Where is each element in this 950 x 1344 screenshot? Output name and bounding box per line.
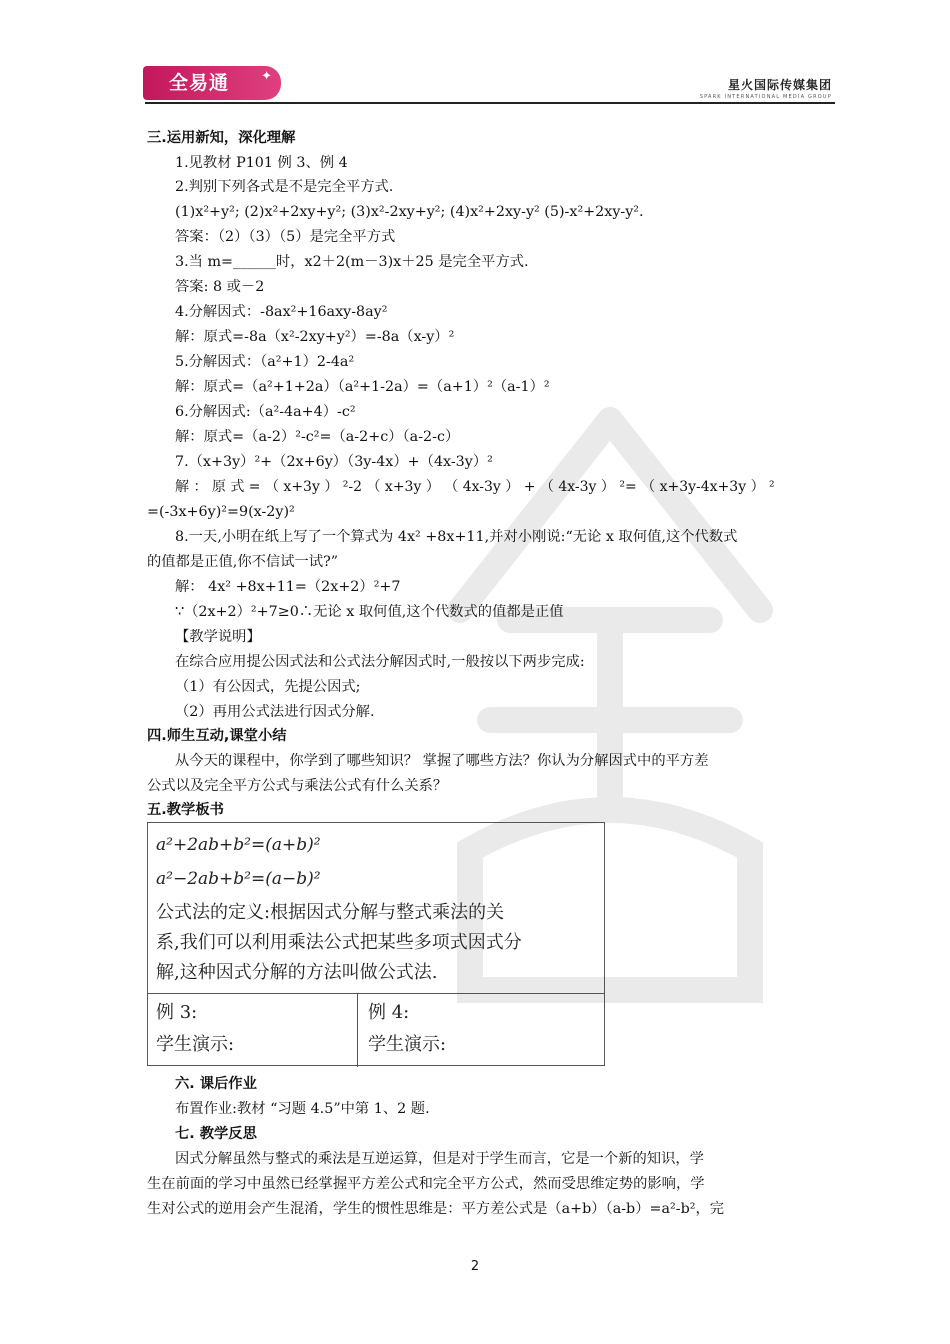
s3-line: 2.判别下列各式是不是完全平方式.	[175, 179, 394, 195]
section-6-heading: 六. 课后作业	[175, 1076, 257, 1092]
s7-line: 生在前面的学习中虽然已经掌握平方差公式和完全平方公式，然而受思维定势的影响，学	[147, 1176, 705, 1192]
formula-square-diff: a²−2ab+b²=(a−b)²	[156, 869, 321, 889]
logo-text: 全易通	[169, 72, 230, 94]
s3-line: 1.见教材 P101 例 3、例 4	[175, 155, 348, 171]
page-number: 2	[470, 1259, 480, 1274]
section-5-heading: 五.教学板书	[147, 802, 224, 818]
board-divider	[357, 993, 358, 1067]
s3-line: (1)x²+y²; (2)x²+2xy+y²; (3)x²-2xy+y²; (4)x²+2xy-y² (5)-x²+2xy-y².	[175, 204, 644, 220]
s3-line: （2）再用公式法进行因式分解.	[175, 704, 375, 720]
brand-name-en: SPARK INTERNATIONAL MEDIA GROUP	[699, 94, 832, 100]
s3-line: 的值都是正值,你不信试一试?”	[147, 554, 339, 570]
student-demo-label: 学生演示:	[368, 1034, 447, 1055]
formula-definition-line: 公式法的定义:根据因式分解与整式乘法的关	[156, 902, 505, 923]
formula-square-sum: a²+2ab+b²=(a+b)²	[156, 835, 321, 855]
s3-line: （1）有公因式，先提公因式;	[175, 679, 361, 695]
example-3-label: 例 3:	[156, 1002, 198, 1023]
s3-line: =(-3x+6y)²=9(x-2y)²	[147, 504, 295, 520]
section-7-heading: 七. 教学反思	[175, 1126, 257, 1142]
example-4-label: 例 4:	[368, 1002, 410, 1023]
s3-line: 解： 4x² +8x+11=（2x+2）²+7	[175, 579, 401, 595]
formula-definition-line: 系,我们可以利用乘法公式把某些多项式因式分	[156, 932, 522, 953]
header-rule	[145, 102, 835, 104]
s3-line: 解：原式=（a²+1+2a）（a²+1-2a）=（a+1）²（a-1）²	[175, 379, 550, 395]
s3-line: 答案：（2）（3）（5）是完全平方式	[175, 229, 396, 245]
s3-line: 解：原式=（a-2）²-c²=（a-2+c）（a-2-c）	[175, 429, 460, 445]
logo	[143, 66, 281, 100]
brand-name-cn: 星火国际传媒集团	[727, 78, 832, 92]
s3-line: ∵（2x+2）²+7≥0∴无论 x 取何值,这个代数式的值都是正值	[175, 604, 564, 620]
s3-line: 7.（x+3y）²+（2x+6y）（3y-4x）+（4x-3y）²	[175, 454, 493, 470]
blackboard-table	[147, 822, 605, 1066]
s3-line: 解 ： 原 式 = （ x+3y ） ²-2 （ x+3y ） （ 4x-3y ） + （ 4x-3y ） ²= （ x+3y-4x+3y ） ²	[175, 479, 775, 495]
s3-line: 4.分解因式：-8ax²+16axy-8ay²	[175, 304, 388, 320]
s3-line: 8.一天,小明在纸上写了一个算式为 4x² +8x+11,并对小刚说:“无论 x 取何值,这个代数式	[175, 529, 738, 545]
teaching-note-label: 【教学说明】	[175, 629, 261, 645]
formula-definition-line: 解,这种因式分解的方法叫做公式法.	[156, 962, 438, 983]
s3-line: 3.当 m=______时，x2＋2(m－3)x＋25 是完全平方式.	[175, 254, 529, 270]
s7-line: 生对公式的逆用会产生混淆，学生的惯性思维是：平方差公式是（a+b）（a-b）=a²-b²，完	[147, 1201, 725, 1217]
section-4-heading: 四.师生互动,课堂小结	[147, 728, 287, 744]
s3-line: 答案: 8 或－2	[175, 279, 265, 295]
s7-line: 因式分解虽然与整式的乘法是互逆运算，但是对于学生而言，它是一个新的知识，学	[175, 1151, 704, 1167]
s4-line: 公式以及完全平方公式与乘法公式有什么关系？	[147, 778, 448, 794]
s3-line: 6.分解因式:（a²-4a+4）-c²	[175, 404, 356, 420]
s3-line: 在综合应用提公因式法和公式法分解因式时,一般按以下两步完成:	[175, 654, 585, 670]
section-3-heading: 三.运用新知，深化理解	[147, 130, 296, 146]
s3-line: 解：原式=-8a（x²-2xy+y²）=-8a（x-y）²	[175, 329, 455, 345]
student-demo-label: 学生演示:	[156, 1034, 235, 1055]
brand	[700, 76, 832, 100]
star-icon: ✦	[261, 69, 273, 84]
s6-line: 布置作业:教材 “习题 4.5”中第 1、2 题.	[175, 1101, 430, 1117]
s3-line: 5.分解因式：（a²+1）2-4a²	[175, 354, 355, 370]
s4-line: 从今天的课程中，你学到了哪些知识？ 掌握了哪些方法？你认为分解因式中的平方差	[175, 753, 709, 769]
